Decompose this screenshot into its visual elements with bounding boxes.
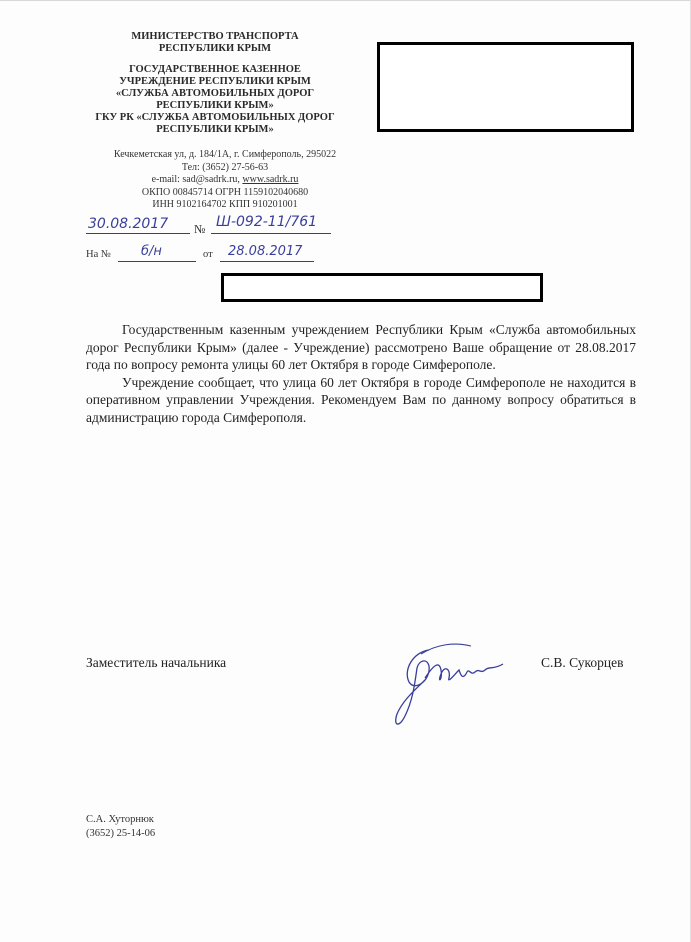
institution-header [70, 64, 360, 136]
handwritten-signature [385, 630, 515, 735]
incoming-date-handwritten: 28.08.2017 [228, 244, 303, 259]
incoming-date-underline [220, 261, 314, 262]
email-text: e-mail: sad@sadrk.ru, [151, 174, 240, 185]
incoming-number-underline [118, 261, 196, 262]
institution-line-4: РЕСПУБЛИКИ КРЫМ» [156, 100, 274, 111]
from-label: от [203, 249, 213, 260]
institution-line-6: РЕСПУБЛИКИ КРЫМ» [156, 124, 274, 135]
incoming-label: На № [86, 249, 111, 260]
outgoing-number-handwritten: Ш-092-11/761 [216, 214, 318, 230]
website-link[interactable]: www.sadrk.ru [242, 174, 299, 185]
inn-kpp-line: ИНН 9102164702 КПП 910201001 [152, 199, 298, 210]
body-paragraph-1: Государственным казенным учреждением Республики Крым «Служба автомобильных дорог Республики Крым» (далее - Учреждение) рассмотрено Ваше обращение от 28.08.2017 года по вопросу ремонта улицы 60 лет Октября в городе Симферополе. [86, 322, 636, 372]
outgoing-date-underline [86, 233, 190, 234]
signatory-position: Заместитель начальника [86, 655, 227, 670]
page-edge-top [0, 0, 691, 1]
address-line: Кечкеметская ул, д. 184/1А, г. Симферополь, 295022 [113, 149, 337, 160]
signatory-name: С.В. Сукорцев [541, 655, 624, 670]
institution-line-3: «СЛУЖБА АВТОМОБИЛЬНЫХ ДОРОГ [115, 88, 315, 99]
ministry-line-2: РЕСПУБЛИКИ КРЫМ [158, 43, 272, 54]
institution-line-1: ГОСУДАРСТВЕННОЕ КАЗЕННОЕ [129, 64, 301, 75]
contact-block [70, 149, 380, 212]
outgoing-date-handwritten: 30.08.2017 [88, 216, 169, 232]
ministry-line-1: МИНИСТЕРСТВО ТРАНСПОРТА [131, 31, 299, 42]
body-paragraph-2: Учреждение сообщает, что улица 60 лет Октября в городе Симферополе не находится в оперативном управлении Учреждения. Рекомендуем Вам по данному вопросу обратиться в администрацию города Симферополя. [86, 374, 636, 425]
executor-phone: (3652) 25-14-06 [86, 828, 156, 839]
okpo-ogrn-line: ОКПО 00845714 ОГРН 1159102040680 [141, 186, 309, 198]
redacted-salutation-box [221, 273, 543, 302]
executor-block [86, 813, 155, 841]
institution-line-5: ГКУ РК «СЛУЖБА АВТОМОБИЛЬНЫХ ДОРОГ [95, 112, 335, 123]
redacted-recipient-box [377, 42, 634, 132]
letter-body [86, 321, 636, 426]
ministry-header [70, 31, 360, 55]
institution-line-2: УЧРЕЖДЕНИЕ РЕСПУБЛИКИ КРЫМ [119, 76, 311, 87]
outgoing-number-underline [211, 233, 331, 234]
executor-name: С.А. Хуторнюк [86, 814, 154, 825]
email-web-line [70, 174, 380, 187]
number-symbol: № [194, 222, 206, 236]
phone-line: Тел: (3652) 27-56-63 [181, 161, 269, 173]
incoming-number-handwritten: б/н [141, 244, 162, 259]
